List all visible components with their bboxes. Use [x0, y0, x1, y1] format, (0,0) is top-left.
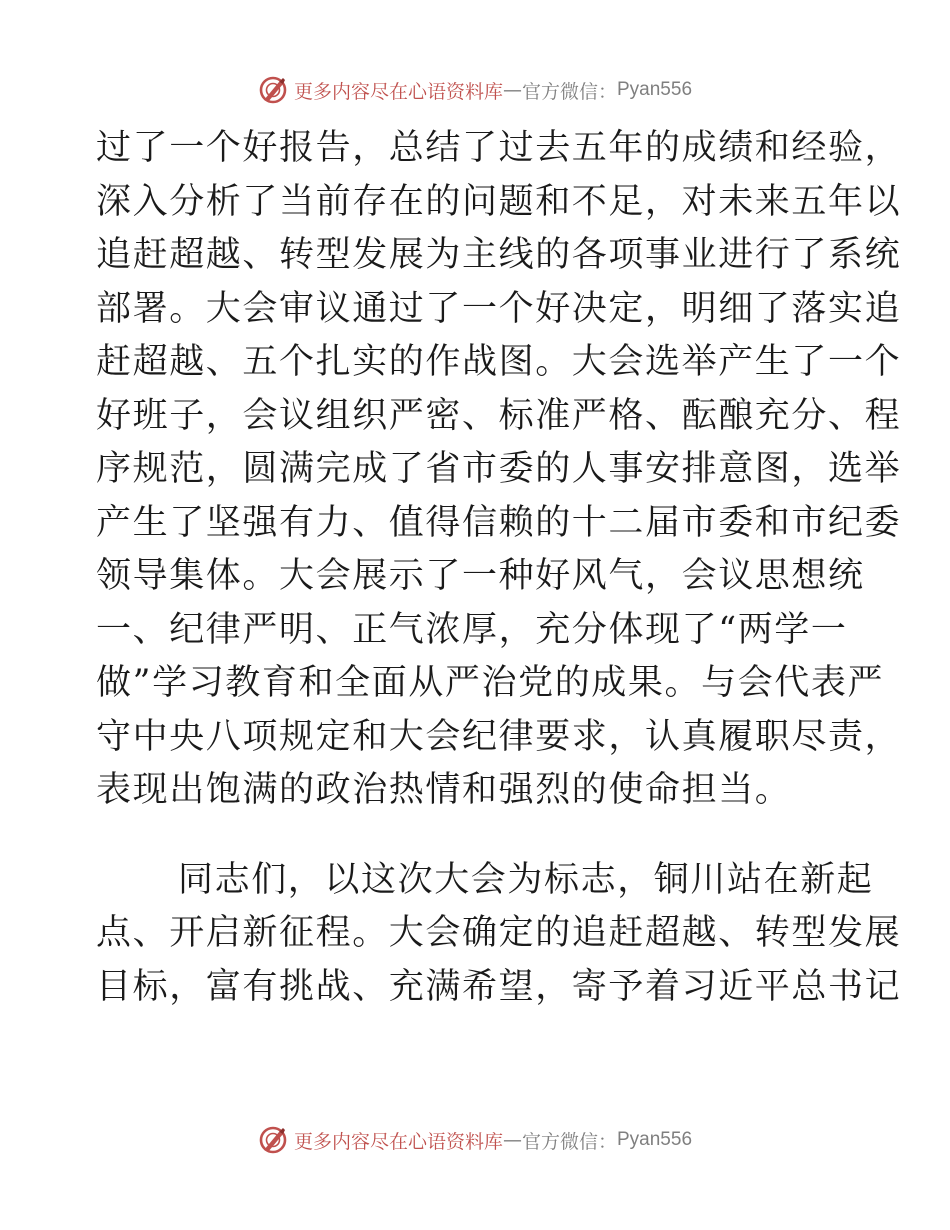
text-line: 深入分析了当前存在的问题和不足，对未来五年以 [96, 181, 902, 222]
text-line: 领导集体。大会展示了一种好风气，会议思想统 [96, 556, 865, 596]
watermark-separator: — [502, 79, 522, 101]
watermark-wechat-label: 官方微信： [521, 80, 617, 103]
text-line: 产生了坚强有力、值得信赖的十二届市委和市纪委 [96, 502, 902, 543]
watermark-library-name: 更多内容尽在心语资料库 [293, 80, 503, 103]
text-line: 序规范，圆满完成了省市委的人事安排意图，选举 [96, 449, 902, 489]
text-line: 做”学习教育和全面从严治党的成果。与会代表严 [96, 663, 885, 703]
paragraph-1 [96, 122, 902, 818]
watermark-separator: — [502, 1129, 522, 1151]
document-body [96, 122, 902, 1014]
watermark-wechat-label: 官方微信： [521, 1130, 617, 1153]
header-watermark [0, 72, 950, 108]
watermark-wechat-id: Pyan556 [617, 79, 693, 100]
text-line: 目标，富有挑战、充满希望，寄予着习近平总书记 [96, 966, 902, 1007]
text-line: 部署。大会审议通过了一个好决定，明细了落实追 [96, 288, 902, 329]
text-line: 同志们，以这次大会为标志，铜川站在新起 [178, 859, 874, 900]
text-line: 一、纪律严明、正气浓厚，充分体现了“两学一 [96, 609, 848, 650]
pen-logo-icon [258, 1125, 288, 1155]
text-line: 守中央八项规定和大会纪律要求，认真履职尽责， [96, 716, 902, 757]
footer-watermark [0, 1122, 950, 1158]
text-line: 追赶超越、转型发展为主线的各项事业进行了系统 [96, 235, 902, 275]
text-line: 表现出饱满的政治热情和强烈的使命担当。 [96, 770, 792, 810]
watermark-library-name: 更多内容尽在心语资料库 [293, 1130, 503, 1153]
text-line: 赶超越、五个扎实的作战图。大会选举产生了一个 [96, 342, 902, 382]
pen-logo-icon [258, 75, 288, 105]
text-line: 好班子，会议组织严密、标准严格、酝酿充分、程 [96, 395, 902, 436]
text-line: 点、开启新征程。大会确定的追赶超越、转型发展 [96, 913, 902, 953]
paragraph-2 [96, 854, 902, 1015]
watermark-wechat-id: Pyan556 [617, 1129, 693, 1150]
text-line: 过了一个好报告，总结了过去五年的成绩和经验， [96, 128, 902, 168]
